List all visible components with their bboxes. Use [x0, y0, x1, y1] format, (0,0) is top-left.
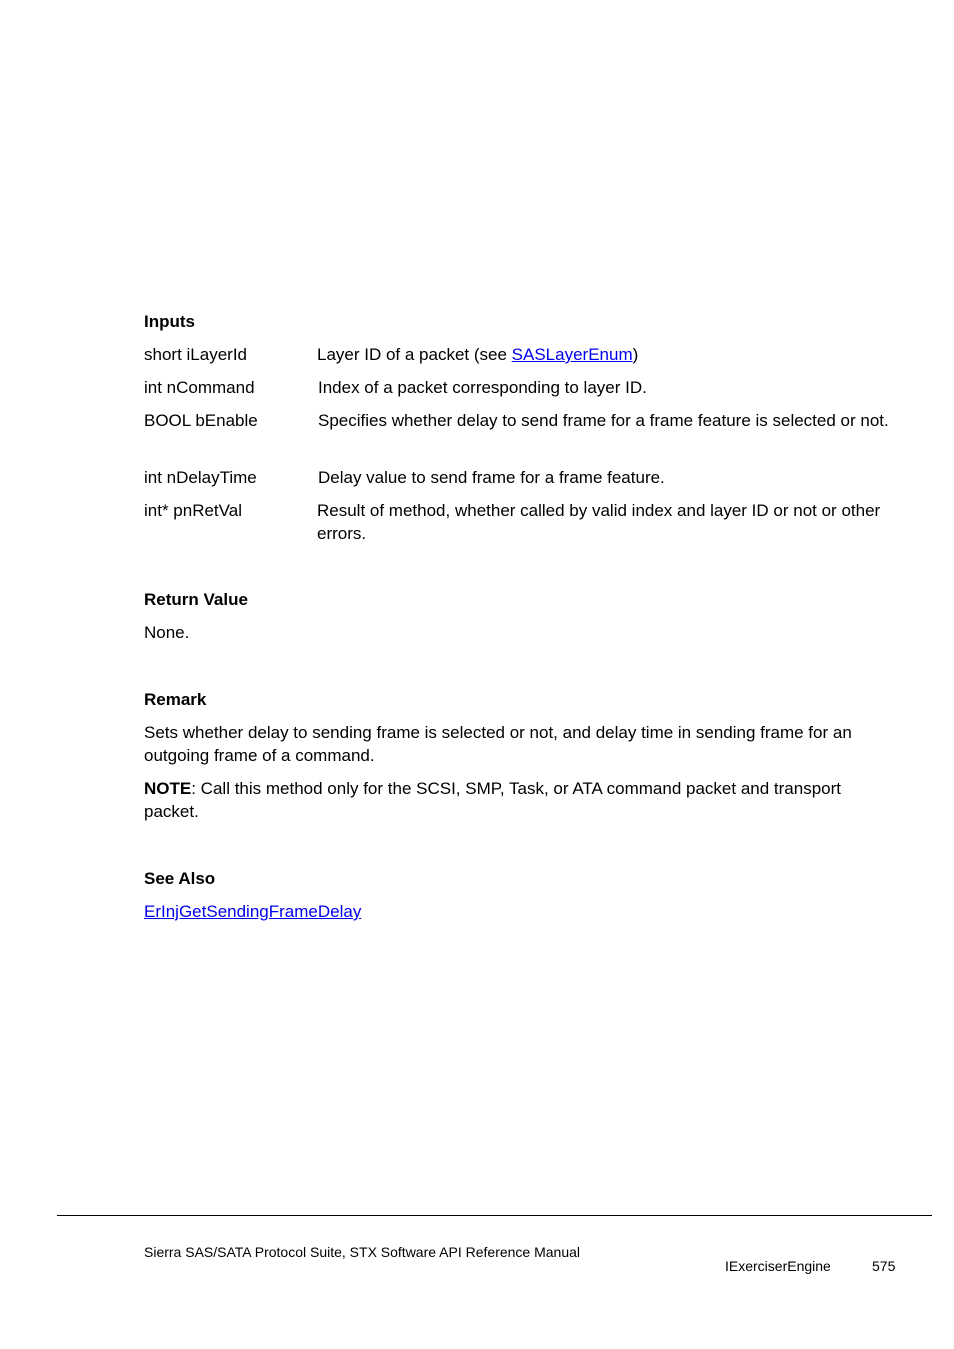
- param-desc-ncommand: Index of a packet corresponding to layer ID.: [318, 378, 647, 397]
- param-desc-ilayerid: [317, 343, 892, 366]
- param-name-pnretval: int* pnRetVal: [144, 501, 242, 520]
- param-name-ncommand: int nCommand: [144, 378, 255, 397]
- return-value-heading: Return Value: [144, 590, 248, 609]
- remark-text: Sets whether delay to sending frame is selected or not, and delay time in sending frame for an outgoing frame of a command.: [144, 723, 852, 765]
- param-desc-suffix: ): [632, 345, 639, 364]
- footer-divider: [57, 1215, 932, 1216]
- remark-note: [144, 777, 896, 823]
- param-desc-ndelaytime: Delay value to send frame for a frame feature.: [318, 468, 665, 487]
- param-name-benable: BOOL bEnable: [144, 411, 258, 430]
- note-label: NOTE: [144, 779, 192, 798]
- note-text: : Call this method only for the SCSI, SMP, Task, or ATA command packet and transport packet.: [144, 779, 842, 821]
- saslayerenum-link[interactable]: SASLayerEnum: [511, 345, 633, 364]
- see-also-heading: See Also: [144, 869, 216, 888]
- remark-heading: Remark: [144, 690, 207, 709]
- footer-manual-title: Sierra SAS/SATA Protocol Suite, STX Software API Reference Manual: [144, 1244, 581, 1260]
- see-also-item: [144, 900, 361, 923]
- param-name-ndelaytime: int nDelayTime: [144, 468, 257, 487]
- return-value-text: None.: [144, 623, 190, 642]
- footer-section-name: IExerciserEngine: [725, 1258, 831, 1274]
- param-desc-pnretval: Result of method, whether called by valid index and layer ID or not or other errors.: [317, 501, 881, 543]
- param-desc-benable: Specifies whether delay to send frame for a frame feature is selected or not.: [318, 411, 889, 430]
- param-desc-prefix: Layer ID of a packet (see: [317, 345, 512, 364]
- footer-page-number: 575: [872, 1258, 896, 1274]
- erinjgetsendingframedelay-link[interactable]: ErInjGetSendingFrameDelay: [144, 902, 362, 921]
- param-name-ilayerid: short iLayerId: [144, 345, 247, 364]
- inputs-heading: Inputs: [144, 312, 195, 331]
